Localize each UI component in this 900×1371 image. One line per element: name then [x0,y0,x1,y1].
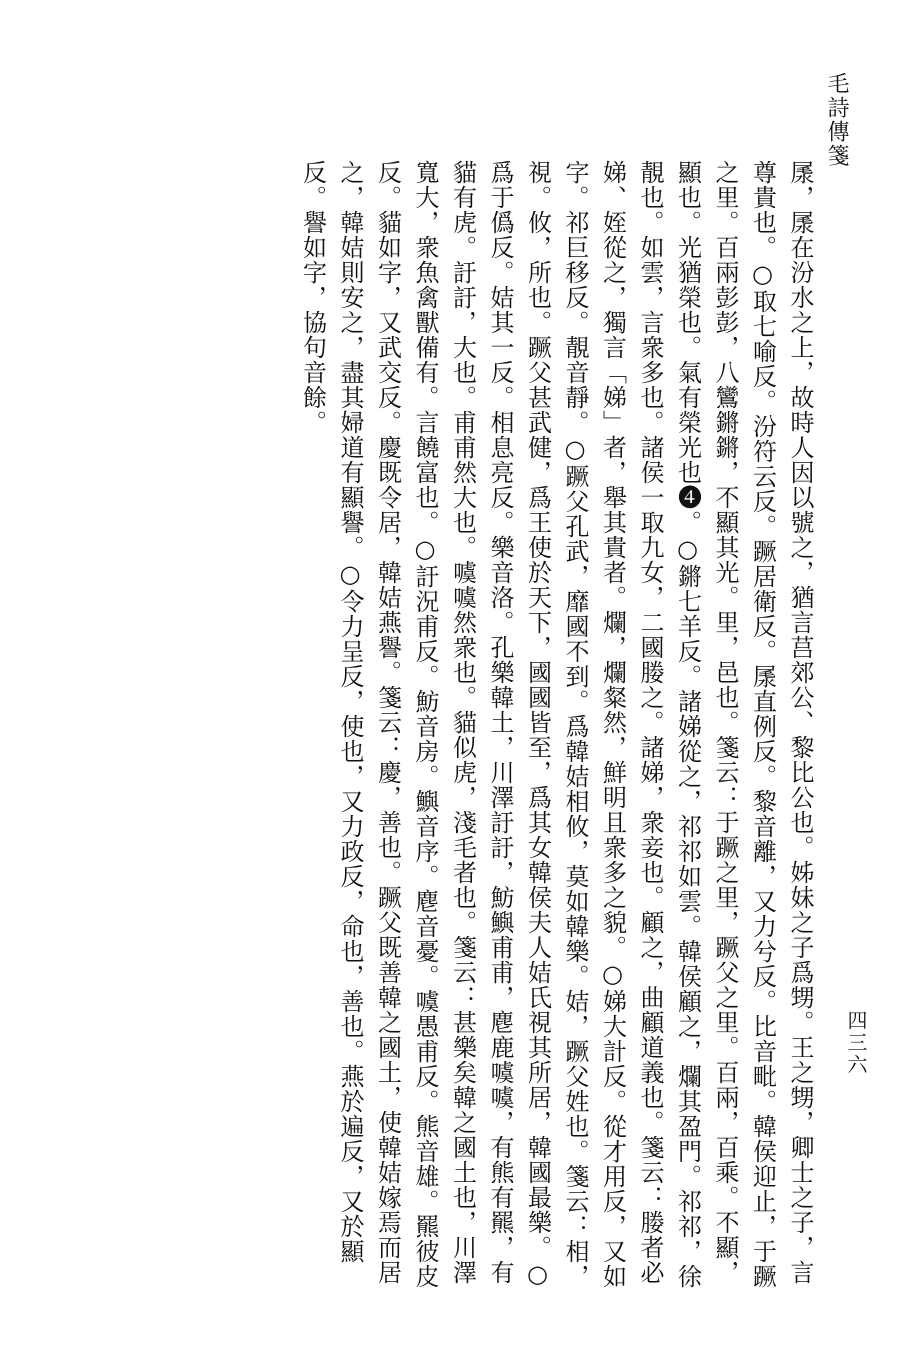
commentary-text [128,160,818,1290]
book-title: 毛詩傳箋 [824,72,849,168]
commentary-paragraph: 㞙，㞙在汾水之上，故時人因以號之，猶言莒郊公、黎比公也。姊妹之子爲甥。王之甥，卿士之子，言尊貴也。○取七喻反。汾符云反。蹶居衛反。㞙直例反。黎音離，又力兮反。比音毗。韓侯迎止，于蹶之里。百兩彭彭，八鸞鏘鏘，不顯其光。里，邑也。箋云：于蹶之里，蹶父之里。百兩，百乘。不顯，顯也。光猶榮也。氣有榮光也❹。○鏘七羊反。諸娣從之，祁祁如雲。韓侯顧之，爛其盈門。祁祁，徐靚也。如雲，言衆多也。諸侯一取九女，二國媵之。諸娣，衆妾也。顧之，曲顧道義也。箋云：媵者必娣、姪從之，獨言「娣」者，舉其貴者。爛，爛粲然，鮮明且衆多之貌。○娣大計反。從才用反，又如字。祁巨移反。靚音靜。○蹶父孔武，靡國不到。爲韓姞相攸，莫如韓樂。姞，蹶父姓也。箋云：相，視。攸，所也。蹶父甚武健，爲王使於天下，國國皆至，爲其女韓侯夫人姞氏視其所居，韓國最樂。○爲于僞反。姞其一反。相息亮反。樂音洛。孔樂韓土，川澤訏訏，魴鱮甫甫，麀鹿噳噳，有熊有羆，有貓有虎。訏訏，大也。甫甫然大也。噳噳然衆也。貓似虎，淺毛者也。箋云：甚樂矣韓之國土也，川澤寬大，衆魚禽獸備有。言饒富也。○訏況甫反。魴音房。鱮音序。麀音憂。噳愚甫反。熊音雄。羆彼皮反。貓如字，又武交反。慶既令居，韓姞燕譽。箋云：慶，善也。蹶父既善韓之國土，使韓姞嫁焉而居之，韓姞則安之，盡其婦道有顯譽。○令力呈反，使也，又力政反，命也，善也。燕於遍反，又於顯反。譽如字，協句音餘。 [298,160,814,1289]
page-number: 四三六 [844,1010,868,1076]
